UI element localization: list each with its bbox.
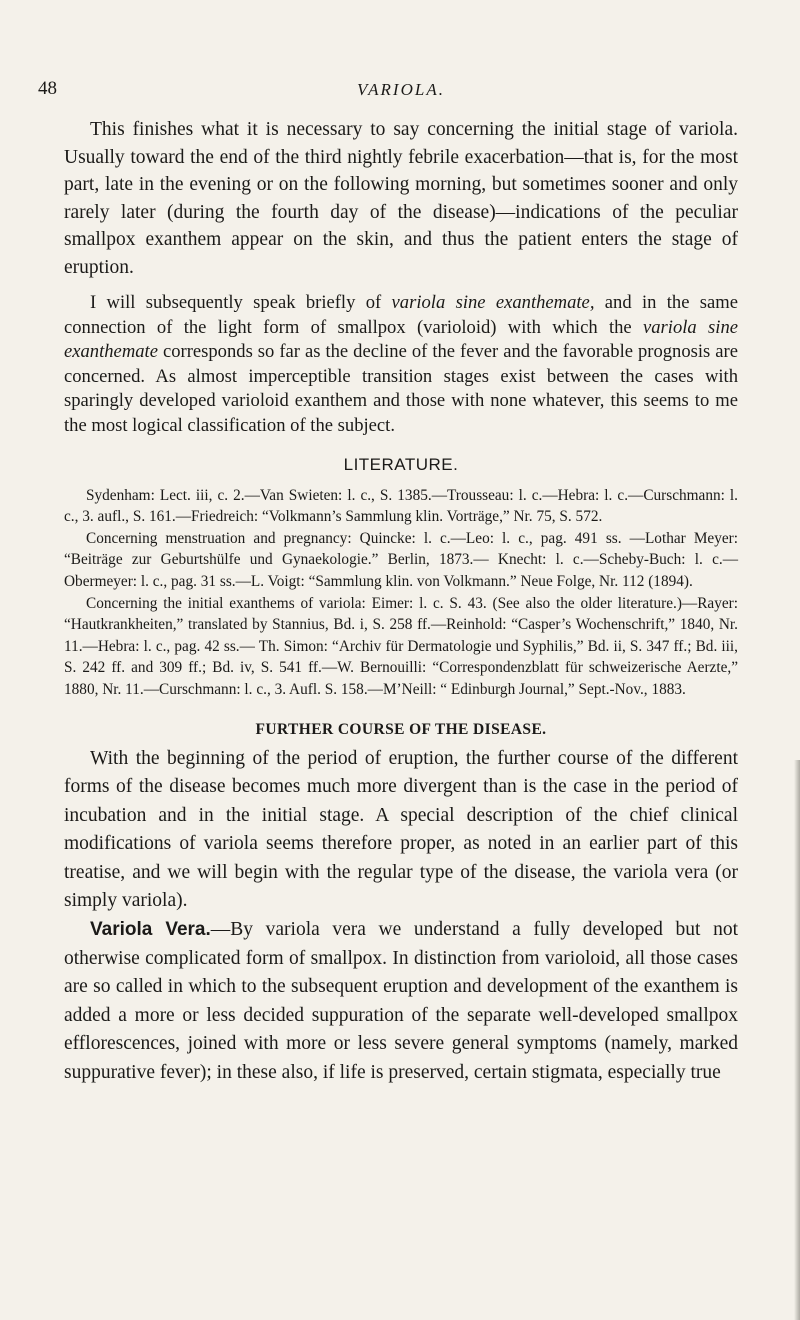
italic-term: variola sine exanthemate <box>64 316 738 363</box>
book-page <box>38 0 738 1084</box>
text-run: and in the same connection of the light form of smallpox (varioloid) with which the <box>64 292 738 338</box>
paragraph-initial-stage: This finishes what it is necessary to say concerning the initial stage of variola. Usually toward the end of the third nightly febrile exacerbation—that is, for the most part, late in the evening or on the following morning, but sometimes sooner and only rarely later (during the fourth day of the disease)—indications of the peculiar smallpox exanthem appear on the skin, and thus the patient enters the stage of eruption. <box>64 119 738 278</box>
paragraph-variola-vera <box>64 916 738 1088</box>
paragraph-classification <box>64 291 738 439</box>
page-content <box>64 116 738 1088</box>
page-header <box>38 0 738 99</box>
scan-shadow-edge <box>794 760 800 1320</box>
page-number: 48 <box>38 78 57 99</box>
text-run: corresponds so far as the decline of the fever and the favorable prognosis are concerned. As almost imperceptible transition stages exist between the cases with sparingly developed varioloid exanthem and those with none whatever, this seems to me the most logical classification of the subject. <box>64 341 738 436</box>
further-course-heading: FURTHER COURSE OF THE DISEASE. <box>255 720 547 738</box>
run-in-heading: Variola Vera. <box>90 919 211 941</box>
literature-heading: LITERATURE. <box>343 454 459 474</box>
italic-term: variola sine exanthemate, <box>391 292 595 313</box>
literature-entry: Concerning menstruation and pregnancy: Quincke: l. c.—Leo: l. c., pag. 491 ss. —Lothar Meyer: “Beiträge zur Geburtshülfe und Gynaekologie.” Berlin, 1873.— Knecht: l. c.—Scheby-Buch: l. c.—Obermeyer: l. c., pag. 31 ss.—L. Voigt: “Sammlung klin. von Volkmann.” Neue Folge, Nr. 112 (1894). <box>64 529 738 590</box>
running-head: VARIOLA. <box>357 80 445 99</box>
text-run: —By variola vera we understand a fully developed but not otherwise complicated form of smallpox. In distinction from varioloid, all those cases are so called in which to the subsequent eruption and development of the exanthem is added a more or less decided suppuration of the separate well-developed smallpox efflorescences, joined with more or less severe general symptoms (namely, marked suppurative fever); in these also, if life is preserved, certain stigmata, especially true <box>64 919 738 1084</box>
paragraph-eruption-period: With the beginning of the period of eruption, the further course of the different forms of the disease becomes much more divergent than is the case in the period of incubation and in the initial stage. A special description of the chief clinical modifications of variola seems therefore proper, as noted in an earlier part of this treatise, and we will begin with the regular type of the disease, the variola vera (or simply variola). <box>64 747 738 912</box>
literature-entry: Concerning the initial exanthems of variola: Eimer: l. c. S. 43. (See also the older literature.)—Rayer: “Hautkrankheiten,” translated by Stannius, Bd. i, S. 258 ff.—Reinhold: “Casper’s Wochenschrift,” 1840, Nr. 11.—Hebra: l. c., pag. 42 ss.— Th. Simon: “Archiv für Dermatologie und Syphilis,” Bd. ii, S. 347 ff.; Bd. iii, S. 242 ff. and 309 ff.; Bd. iv, S. 541 ff.—W. Bernouilli: “Correspondenzblatt für schweizerische Aerzte,” 1880, Nr. 11.—Curschmann: l. c., 3. Aufl. S. 158.—M’Neill: “ Edinburgh Journal,” Sept.-Nov., 1883. <box>64 594 738 698</box>
literature-entry: Sydenham: Lect. iii, c. 2.—Van Swieten: l. c., S. 1385.—Trousseau: l. c.—Hebra: l. c.—Curschmann: l. c., 3. aufl., S. 161.—Friedreich: “Volkmann’s Sammlung klin. Vorträge,” Nr. 75, S. 572. <box>64 486 738 526</box>
text-run: I will subsequently speak briefly of <box>90 292 392 313</box>
